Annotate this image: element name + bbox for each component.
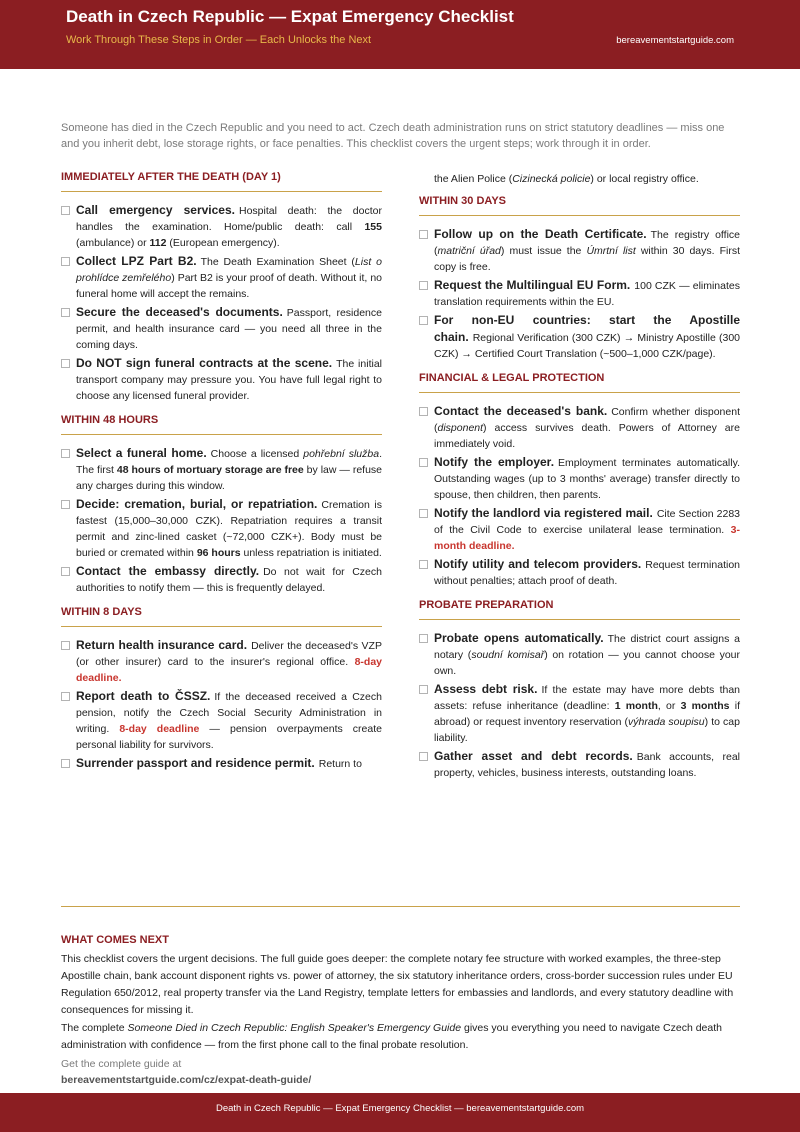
- cta-link[interactable]: bereavementstartguide.com/cz/expat-death-guide/: [61, 1074, 312, 1086]
- site-link[interactable]: bereavementstartguide.com: [616, 35, 734, 46]
- intro-paragraph: Someone has died in the Czech Republic and you need to act. Czech death administration runs on strict statutory deadlines — miss one and you inherit debt, lose storage rights, or face penalties. This checklist covers the urgent steps; work through it in order.: [61, 122, 725, 150]
- divider: [61, 906, 740, 907]
- page-footer: [0, 1093, 800, 1132]
- checkbox[interactable]: [419, 407, 428, 416]
- checklist-30d: [419, 226, 740, 362]
- section-heading-probate: PROBATE PREPARATION: [419, 599, 740, 620]
- checkbox[interactable]: [61, 359, 70, 368]
- checklist-item: Select a funeral home. Choose a licensed pohřební služba. The first 48 hours of mortuary storage are free by law — refuse any charges during this window.: [61, 445, 382, 494]
- checklist-item: For non-EU countries: start the Apostille chain. Regional Verification (300 CZK) → Ministry Apostille (300 CZK) → Certified Court Translation (~500–1,000 CZK/page).: [419, 312, 740, 362]
- checklist-item: Contact the embassy directly. Do not wait for Czech authorities to notify them — this is frequently delayed.: [61, 563, 382, 596]
- checklist-item: Collect LPZ Part B2. The Death Examination Sheet (List o prohlídce zemřelého) Part B2 is your proof of death. Without it, no funeral home will accept the remains.: [61, 253, 382, 302]
- checklist-financial: [419, 403, 740, 589]
- next-paragraph-2: The complete Someone Died in Czech Republic: English Speaker's Emergency Guide gives you everything you need to navigate Czech death administration with confidence — from the first phone call to the final probate resolution.: [61, 1022, 722, 1051]
- checklist-item: Probate opens automatically. The district court assigns a notary (soudní komisař) on rotation — you cannot choose your own.: [419, 630, 740, 679]
- checklist-item: Surrender passport and residence permit. Return to: [61, 755, 382, 772]
- checkbox[interactable]: [61, 308, 70, 317]
- checklist-item: Return health insurance card. Deliver the deceased's VZP (or other insurer) card to the insurer's regional office. 8-day deadline.: [61, 637, 382, 686]
- checklist-item: Gather asset and debt records. Bank accounts, real property, vehicles, business interests, outstanding loans.: [419, 748, 740, 781]
- checkbox[interactable]: [419, 752, 428, 761]
- checklist-item: Notify utility and telecom providers. Request termination without penalties; attach proof of death.: [419, 556, 740, 589]
- next-paragraph-1: This checklist covers the urgent decisions. The full guide goes deeper: the complete notary fee structure with worked examples, the three-step Apostille chain, bank account disponent rights vs. power of attorney, the six statutory inheritance orders, cross-border succession rules under EU Regulation 650/2012, real property transfer via the Land Registry, template letters for embassies and landlords, and every statutory deadline with consequences for missing it.: [61, 953, 734, 1016]
- checkbox[interactable]: [61, 567, 70, 576]
- section-heading-48h: WITHIN 48 HOURS: [61, 414, 382, 435]
- next-heading: WHAT COMES NEXT: [61, 934, 169, 946]
- cta-label: Get the complete guide at: [61, 1058, 182, 1070]
- checklist-probate: [419, 630, 740, 781]
- checklist-item: Follow up on the Death Certificate. The registry office (matriční úřad) must issue the Úmrtní list within 30 days. First copy is free.: [419, 226, 740, 275]
- checklist-8d: [61, 637, 382, 772]
- page-subtitle: Work Through These Steps in Order — Each Unlocks the Next: [66, 34, 372, 46]
- checkbox[interactable]: [419, 316, 428, 325]
- checkbox[interactable]: [61, 641, 70, 650]
- checklist-item: Assess debt risk. If the estate may have more debts than assets: refuse inheritance (deadline: 1 month, or 3 months if abroad) or request inventory reservation (výhrada soupisu) to cap liability.: [419, 681, 740, 746]
- checkbox[interactable]: [61, 759, 70, 768]
- checkbox[interactable]: [61, 206, 70, 215]
- checkbox[interactable]: [419, 560, 428, 569]
- checklist-item: Decide: cremation, burial, or repatriation. Cremation is fastest (15,000–30,000 CZK). Repatriation requires a transit permit and zinc-lined casket (~72,000 CZK+). Body must be buried or cremated within 96 hours unless repatriation is initiated.: [61, 496, 382, 561]
- section-heading-30d: WITHIN 30 DAYS: [419, 195, 740, 216]
- checklist-item: Contact the deceased's bank. Confirm whether disponent (disponent) access survives death. Powers of Attorney are immediately void.: [419, 403, 740, 452]
- checklist-item: Secure the deceased's documents. Passport, residence permit, and health insurance card — you need all three in the coming days.: [61, 304, 382, 353]
- checkbox[interactable]: [419, 634, 428, 643]
- checklist-item: Notify the employer. Employment terminates automatically. Outstanding wages (up to 3 months' average) transfer directly to spouse, then children, then parents.: [419, 454, 740, 503]
- section-heading-8d: WITHIN 8 DAYS: [61, 606, 382, 627]
- checklist-immediate: [61, 202, 382, 404]
- checklist-48h: [61, 445, 382, 596]
- checklist-item: Do NOT sign funeral contracts at the scene. The initial transport company may pressure you. You have full legal right to choose any licensed funeral provider.: [61, 355, 382, 404]
- section-heading-immediate: IMMEDIATELY AFTER THE DEATH (DAY 1): [61, 171, 382, 192]
- checkbox[interactable]: [61, 257, 70, 266]
- checklist-item-continuation: the Alien Police (Cizinecká policie) or local registry office.: [434, 173, 699, 185]
- checkbox[interactable]: [419, 458, 428, 467]
- checklist-item: Request the Multilingual EU Form. 100 CZK — eliminates translation requirements within the EU.: [419, 277, 740, 310]
- checkbox[interactable]: [61, 449, 70, 458]
- section-heading-financial: FINANCIAL & LEGAL PROTECTION: [419, 372, 740, 393]
- checkbox[interactable]: [61, 500, 70, 509]
- page-title: Death in Czech Republic — Expat Emergency Checklist: [66, 7, 514, 26]
- checkbox[interactable]: [419, 281, 428, 290]
- page-header: [0, 0, 800, 69]
- checkbox[interactable]: [419, 509, 428, 518]
- checkbox[interactable]: [61, 692, 70, 701]
- checklist-item: Call emergency services. Hospital death: the doctor handles the examination. Home/public death: call 155 (ambulance) or 112 (European emergency).: [61, 202, 382, 251]
- checklist-item: Report death to ČSSZ. If the deceased received a Czech pension, notify the Czech Social Security Administration in writing. 8-day deadline — pension overpayments create personal liability for survivors.: [61, 688, 382, 753]
- left-column: [61, 171, 382, 774]
- checkbox[interactable]: [419, 230, 428, 239]
- footer-text: Death in Czech Republic — Expat Emergency Checklist — bereavementstartguide.com: [215, 1103, 585, 1114]
- checklist-item: Notify the landlord via registered mail. Cite Section 2283 of the Civil Code to exercise unilateral lease termination. 3-month deadline.: [419, 505, 740, 554]
- right-column: [419, 171, 740, 783]
- checkbox[interactable]: [419, 685, 428, 694]
